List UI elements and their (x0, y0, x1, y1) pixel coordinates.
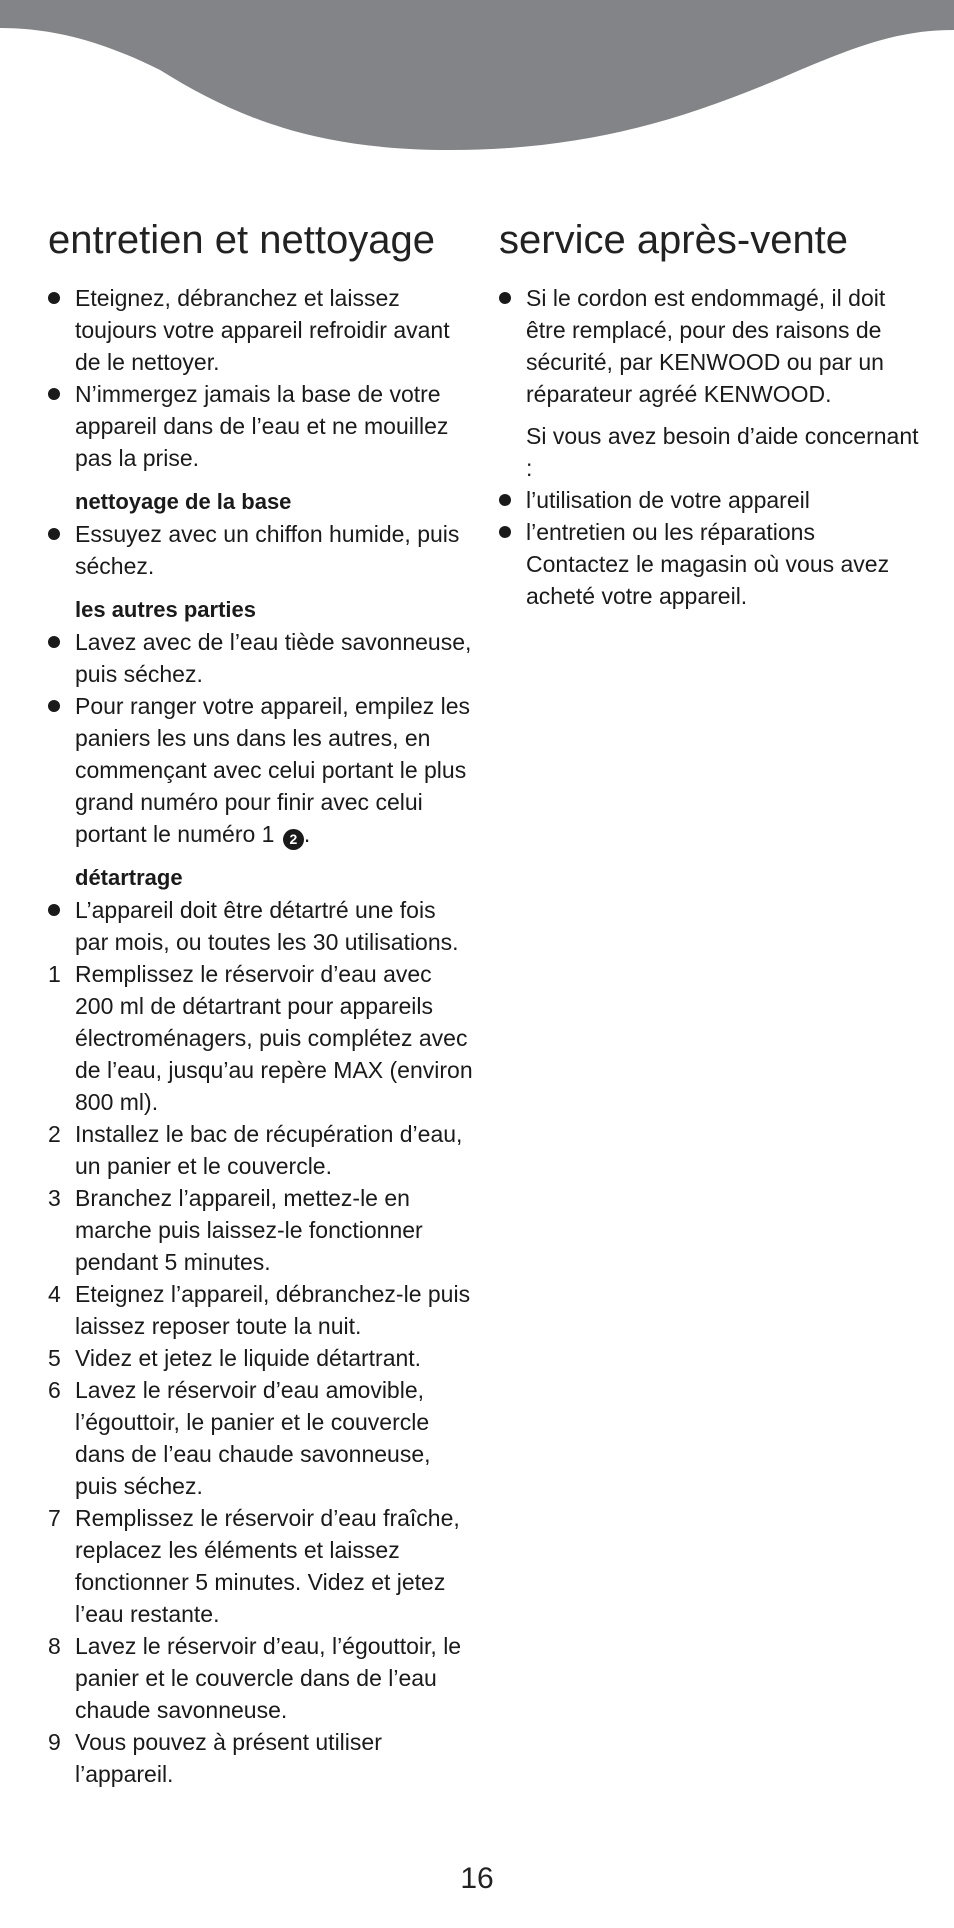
bullet-icon (499, 516, 511, 538)
list-item (48, 894, 473, 958)
right-column (499, 216, 919, 612)
step-item (48, 1182, 473, 1278)
list-item (499, 516, 919, 548)
step-text: Branchez l’appareil, mettez-le en marche puis laissez-le fonctionner pendant 5 minutes. (75, 1185, 423, 1275)
help-intro: Si vous avez besoin d’aide concernant : (526, 423, 919, 481)
step-item (48, 1502, 473, 1630)
step-number: 2 (48, 1121, 61, 1147)
bullet-icon (48, 626, 60, 648)
item-text: Eteignez, débranchez et laissez toujours votre appareil refroidir avant de le nettoyer. (75, 285, 450, 375)
item-text: Essuyez avec un chiffon humide, puis séchez. (75, 521, 460, 579)
step-number: 1 (48, 961, 61, 987)
step-number: 4 (48, 1281, 61, 1307)
step-number: 8 (48, 1633, 61, 1659)
step-text: Videz et jetez le liquide détartrant. (75, 1345, 422, 1371)
left-column (48, 216, 473, 1790)
bullet-icon (48, 690, 60, 712)
section-title-service: service après-vente (499, 218, 849, 262)
bullet-icon (48, 518, 60, 540)
step-item (48, 958, 473, 1118)
step-number: 3 (48, 1185, 61, 1211)
item-text: l’entretien ou les réparations (526, 519, 815, 545)
item-text: L’appareil doit être détartré une fois par mois, ou toutes les 30 utilisations. (75, 897, 459, 955)
item-text: Si le cordon est endommagé, il doit être remplacé, pour des raisons de sécurité, par KENWOOD ou par un réparateur agréé KENWOOD. (526, 285, 886, 407)
list-item (48, 518, 473, 582)
step-item (48, 1726, 473, 1790)
step-number: 7 (48, 1505, 61, 1531)
list-item (499, 484, 919, 516)
list-item (48, 690, 473, 850)
list-item (48, 626, 473, 690)
step-text: Eteignez l’appareil, débranchez-le puis laissez reposer toute la nuit. (75, 1281, 471, 1339)
figure-ref-badge: 2 (283, 829, 304, 850)
step-text: Vous pouvez à présent utiliser l’appareil. (75, 1729, 382, 1787)
contact-text: Contactez le magasin où vous avez acheté votre appareil. (526, 551, 890, 609)
subheading-descaling: détartrage (75, 865, 183, 890)
list-item (48, 378, 473, 474)
bullet-icon (48, 378, 60, 400)
step-number: 5 (48, 1345, 61, 1371)
item-text: Pour ranger votre appareil, empilez les paniers les uns dans les autres, en commençant avec celui portant le plus grand numéro pour finir avec celui portant le numéro 1 (75, 693, 471, 847)
subheading-base-cleaning: nettoyage de la base (75, 489, 292, 514)
list-item (499, 282, 919, 410)
descaling-steps-list (48, 958, 473, 1790)
step-number: 9 (48, 1729, 61, 1755)
section-title-cleaning: entretien et nettoyage (48, 218, 435, 262)
step-text: Lavez le réservoir d’eau amovible, l’égouttoir, le panier et le couvercle dans de l’eau chaude savonneuse, puis séchez. (75, 1377, 431, 1499)
header-wave-decoration (0, 0, 954, 170)
step-text: Remplissez le réservoir d’eau fraîche, replacez les éléments et laissez fonctionner 5 minutes. Videz et jetez l’eau restante. (75, 1505, 460, 1627)
step-text: Lavez le réservoir d’eau, l’égouttoir, le panier et le couvercle dans de l’eau chaude savonneuse. (75, 1633, 462, 1723)
step-item (48, 1278, 473, 1342)
item-text: N’immergez jamais la base de votre appareil dans de l’eau et ne mouillez pas la prise. (75, 381, 449, 471)
bullet-icon (499, 484, 511, 506)
step-text: Installez le bac de récupération d’eau, un panier et le couvercle. (75, 1121, 463, 1179)
subheading-other-parts: les autres parties (75, 597, 256, 622)
item-text: l’utilisation de votre appareil (526, 487, 810, 513)
item-text-end: . (303, 821, 311, 847)
list-item (48, 282, 473, 378)
bullet-icon (48, 894, 60, 916)
bullet-icon (499, 282, 511, 304)
step-item (48, 1630, 473, 1726)
step-item (48, 1342, 473, 1374)
step-text: Remplissez le réservoir d’eau avec 200 ml de détartrant pour appareils électroménagers, puis complétez avec de l’eau, jusqu’au repère MAX (environ 800 ml). (75, 961, 473, 1115)
bullet-icon (48, 282, 60, 304)
page-number: 16 (460, 1862, 494, 1895)
step-number: 6 (48, 1377, 61, 1403)
step-item (48, 1118, 473, 1182)
item-text: Lavez avec de l’eau tiède savonneuse, puis séchez. (75, 629, 472, 687)
step-item (48, 1374, 473, 1502)
